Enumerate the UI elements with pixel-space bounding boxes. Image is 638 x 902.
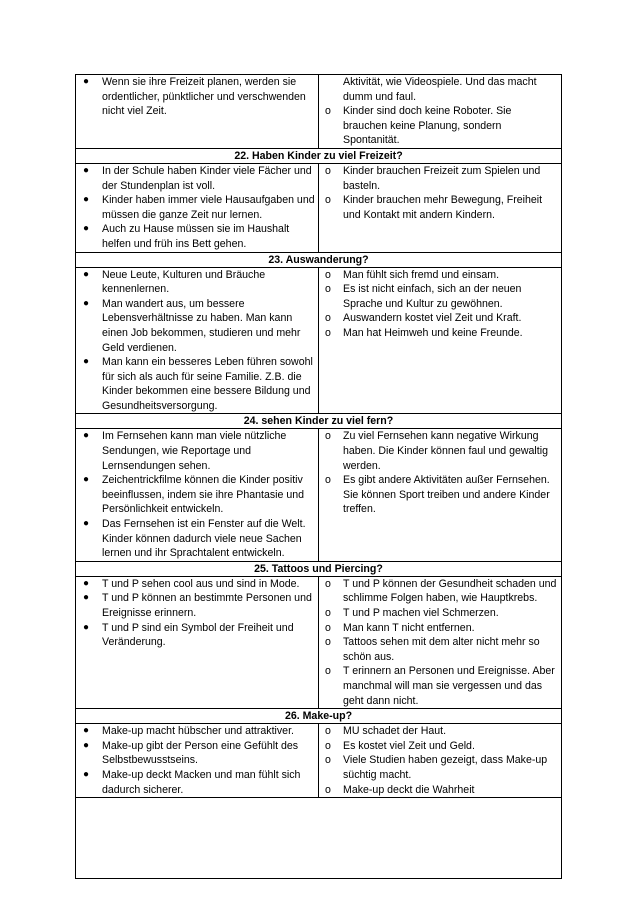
bullet-icon: ● — [83, 164, 90, 176]
pro-list — [76, 577, 318, 650]
pro-list — [76, 268, 318, 414]
contra-arguments-cell — [319, 429, 562, 561]
pro-item — [76, 577, 315, 592]
topic-heading-row — [76, 561, 562, 576]
bullet-icon: ● — [83, 768, 90, 780]
hollow-bullet-icon: o — [325, 105, 331, 118]
contra-item — [319, 724, 558, 739]
contra-list — [319, 724, 561, 797]
bullet-icon: ● — [83, 518, 90, 530]
contra-item — [319, 193, 558, 222]
contra-arguments-cell — [319, 163, 562, 252]
pro-arguments-cell — [76, 576, 319, 708]
argument-row — [76, 576, 562, 708]
contra-item-text: Tattoos sehen mit dem alter nicht mehr so schön aus. — [343, 636, 540, 663]
contra-item — [319, 326, 558, 341]
pro-item — [76, 621, 315, 650]
hollow-bullet-icon: o — [325, 621, 331, 634]
bullet-icon: ● — [83, 223, 90, 235]
bullet-icon: ● — [83, 577, 90, 589]
bullet-icon: ● — [83, 297, 90, 309]
bullet-icon: ● — [83, 76, 90, 87]
contra-item — [319, 429, 558, 473]
contra-item-text: Man hat Heimweh und keine Freunde. — [343, 326, 523, 339]
topic-heading-row — [76, 709, 562, 724]
pro-list — [76, 429, 318, 560]
hollow-bullet-icon: o — [325, 164, 331, 177]
hollow-bullet-icon: o — [325, 577, 331, 590]
bullet-icon: ● — [83, 739, 90, 751]
bullet-icon: ● — [83, 592, 90, 604]
contra-list — [319, 104, 561, 148]
hollow-bullet-icon: o — [325, 283, 331, 296]
hollow-bullet-icon: o — [325, 636, 331, 649]
contra-item — [319, 268, 558, 283]
pro-item-text: T und P können an bestimmte Personen und Ereignisse erinnern. — [102, 592, 312, 619]
contra-item-text: T und P machen viel Schmerzen. — [343, 607, 499, 619]
contra-item — [319, 621, 558, 636]
contra-item — [319, 606, 558, 621]
contra-item-text: Kinder brauchen mehr Bewegung, Freiheit und Kontakt mit andern Kindern. — [343, 194, 543, 221]
contra-arguments-cell — [319, 576, 562, 708]
hollow-bullet-icon: o — [325, 474, 331, 487]
contra-item-text: Man fühlt sich fremd und einsam. — [343, 268, 500, 281]
contra-arguments-cell — [319, 267, 562, 414]
pro-arguments-cell — [76, 267, 319, 414]
contra-list — [319, 429, 561, 517]
contra-list — [319, 268, 561, 341]
pro-item-text: Man kann ein besseres Leben führen sowohl für sich als auch für seine Familie. Z.B. die Kinder bekommen eine bessere Bildung und Gesundheitsversorgung. — [102, 356, 313, 412]
pro-item-text: Neue Leute, Kulturen und Bräuche kennenlernen. — [102, 268, 266, 296]
topic-heading-row — [76, 252, 562, 267]
contra-list — [319, 577, 561, 708]
pro-item-text: Das Fernsehen ist ein Fenster auf die Welt. Kinder können dadurch viele neue Sachen lernen und ihr Sprachtalent entwickeln. — [102, 518, 306, 560]
argument-table — [75, 74, 562, 879]
argument-row — [76, 267, 562, 414]
pro-item — [76, 591, 315, 620]
topic-heading-row — [76, 148, 562, 163]
pro-item-text: In der Schule haben Kinder viele Fächer und der Stundenplan ist voll. — [102, 164, 312, 192]
topic-heading: 23. Auswanderung? — [76, 252, 562, 267]
pro-item — [76, 473, 315, 517]
contra-item-text: T erinnern an Personen und Ereignisse. Aber manchmal will man sie vergessen und das geht dann nicht. — [343, 665, 555, 707]
contra-item-text: Kinder sind doch keine Roboter. Sie brauchen keine Planung, sondern Spontanität. — [343, 105, 512, 147]
hollow-bullet-icon: o — [325, 783, 331, 796]
hollow-bullet-icon: o — [325, 312, 331, 325]
pro-item-text: Man wandert aus, um bessere Lebensverhältnisse zu haben. Man kann einen Job bekommen, studieren und mehr Geld verdienen. — [102, 297, 301, 354]
hollow-bullet-icon: o — [325, 268, 331, 281]
pro-arguments-cell — [76, 429, 319, 561]
contra-item-text: Zu viel Fernsehen kann negative Wirkung haben. Die Kinder können faul und gewaltig werden. — [343, 430, 548, 472]
bullet-icon: ● — [83, 621, 90, 633]
contra-item — [319, 753, 558, 782]
contra-arguments-cell — [319, 75, 562, 149]
empty-continuation-row — [76, 798, 562, 879]
pro-item — [76, 739, 315, 768]
pro-item-text: Zeichentrickfilme können die Kinder positiv beeinflussen, indem sie ihre Phantasie und Persönlichkeit entwickeln. — [102, 474, 305, 516]
bullet-icon: ● — [83, 474, 90, 486]
hollow-bullet-icon: o — [325, 739, 331, 752]
argument-row — [76, 163, 562, 252]
pro-item — [76, 164, 315, 193]
pro-item-text: Make-up gibt der Person eine Gefühlt des Selbstbewusstseins. — [102, 739, 299, 767]
contra-item — [319, 739, 558, 754]
topic-heading: 22. Haben Kinder zu viel Freizeit? — [76, 148, 562, 163]
hollow-bullet-icon: o — [325, 754, 331, 767]
contra-item — [319, 282, 558, 311]
pro-item — [76, 222, 315, 251]
pro-item — [76, 75, 315, 119]
pro-item-text: Wenn sie ihre Freizeit planen, werden sie ordentlicher, pünktlicher und verschwenden nicht viel Zeit. — [102, 76, 306, 118]
contra-item-text: Es gibt andere Aktivitäten außer Fernsehen. Sie können Sport treiben und andere Kinder treffen. — [343, 474, 550, 516]
contra-item — [319, 164, 558, 193]
bullet-icon: ● — [83, 725, 90, 737]
topic-heading-row — [76, 414, 562, 429]
pro-item-text: Kinder haben immer viele Hausaufgaben und müssen die ganze Zeit nur lernen. — [102, 194, 315, 221]
contra-item-text: Man kann T nicht entfernen. — [343, 621, 475, 634]
contra-item-text: Es ist nicht einfach, sich an der neuen Sprache und Kultur zu gewöhnen. — [343, 283, 522, 310]
hollow-bullet-icon: o — [325, 430, 331, 443]
hollow-bullet-icon: o — [325, 607, 331, 619]
contra-item — [319, 664, 558, 708]
argument-row — [76, 75, 562, 149]
empty-cell — [76, 798, 562, 879]
contra-item — [319, 635, 558, 664]
topic-heading: 25. Tattoos und Piercing? — [76, 561, 562, 576]
contra-item-text: Auswandern kostet viel Zeit und Kraft. — [343, 312, 522, 325]
pro-arguments-cell — [76, 724, 319, 798]
hollow-bullet-icon: o — [325, 326, 331, 339]
bullet-icon: ● — [83, 430, 90, 442]
argument-table-body — [76, 75, 562, 879]
contra-continuation-text: Aktivität, wie Videospiele. Und das macht dumm und faul. — [343, 76, 537, 103]
pro-list — [76, 75, 318, 119]
pro-item-text: Auch zu Hause müssen sie im Haushalt helfen und früh ins Bett gehen. — [102, 223, 290, 250]
contra-item-text: T und P können der Gesundheit schaden und schlimme Folgen haben, wie Hauptkrebs. — [343, 577, 557, 605]
pro-item — [76, 355, 315, 413]
contra-arguments-cell — [319, 724, 562, 798]
contra-item — [319, 577, 558, 606]
pro-item — [76, 193, 315, 222]
contra-item-text: Kinder brauchen Freizeit zum Spielen und basteln. — [343, 164, 541, 192]
hollow-bullet-icon: o — [325, 725, 331, 738]
bullet-icon: ● — [83, 268, 90, 280]
topic-heading: 26. Make-up? — [76, 709, 562, 724]
pro-item — [76, 268, 315, 297]
topic-heading: 24. sehen Kinder zu viel fern? — [76, 414, 562, 429]
pro-item-text: Im Fernsehen kann man viele nützliche Sendungen, wie Reportage und Lernsendungen sehen. — [102, 430, 287, 472]
pro-item — [76, 517, 315, 561]
contra-item — [319, 783, 558, 798]
contra-item-text: Make-up deckt die Wahrheit — [343, 783, 475, 796]
pro-item-text: T und P sehen cool aus und sind in Mode. — [102, 577, 300, 590]
bullet-icon: ● — [83, 356, 90, 368]
pro-item — [76, 429, 315, 473]
pro-list — [76, 164, 318, 252]
contra-item — [319, 104, 558, 148]
contra-item — [319, 311, 558, 326]
pro-item — [76, 724, 315, 739]
argument-row — [76, 724, 562, 798]
pro-item — [76, 768, 315, 797]
pro-item-text: T und P sind ein Symbol der Freiheit und Veränderung. — [102, 621, 294, 649]
contra-list — [319, 164, 561, 222]
contra-item — [319, 473, 558, 517]
hollow-bullet-icon: o — [325, 194, 331, 207]
pro-arguments-cell — [76, 75, 319, 149]
pro-arguments-cell — [76, 163, 319, 252]
hollow-bullet-icon: o — [325, 665, 331, 678]
pro-item-text: Make-up deckt Macken und man fühlt sich dadurch sicherer. — [102, 768, 301, 796]
contra-item-text: Viele Studien haben gezeigt, dass Make-up süchtig macht. — [343, 754, 548, 781]
pro-item — [76, 297, 315, 355]
pro-item-text: Make-up macht hübscher und attraktiver. — [102, 725, 294, 738]
pro-list — [76, 724, 318, 797]
contra-item-text: MU schadet der Haut. — [343, 725, 447, 738]
contra-item-text: Es kostet viel Zeit und Geld. — [343, 739, 475, 752]
bullet-icon: ● — [83, 194, 90, 206]
argument-row — [76, 429, 562, 561]
